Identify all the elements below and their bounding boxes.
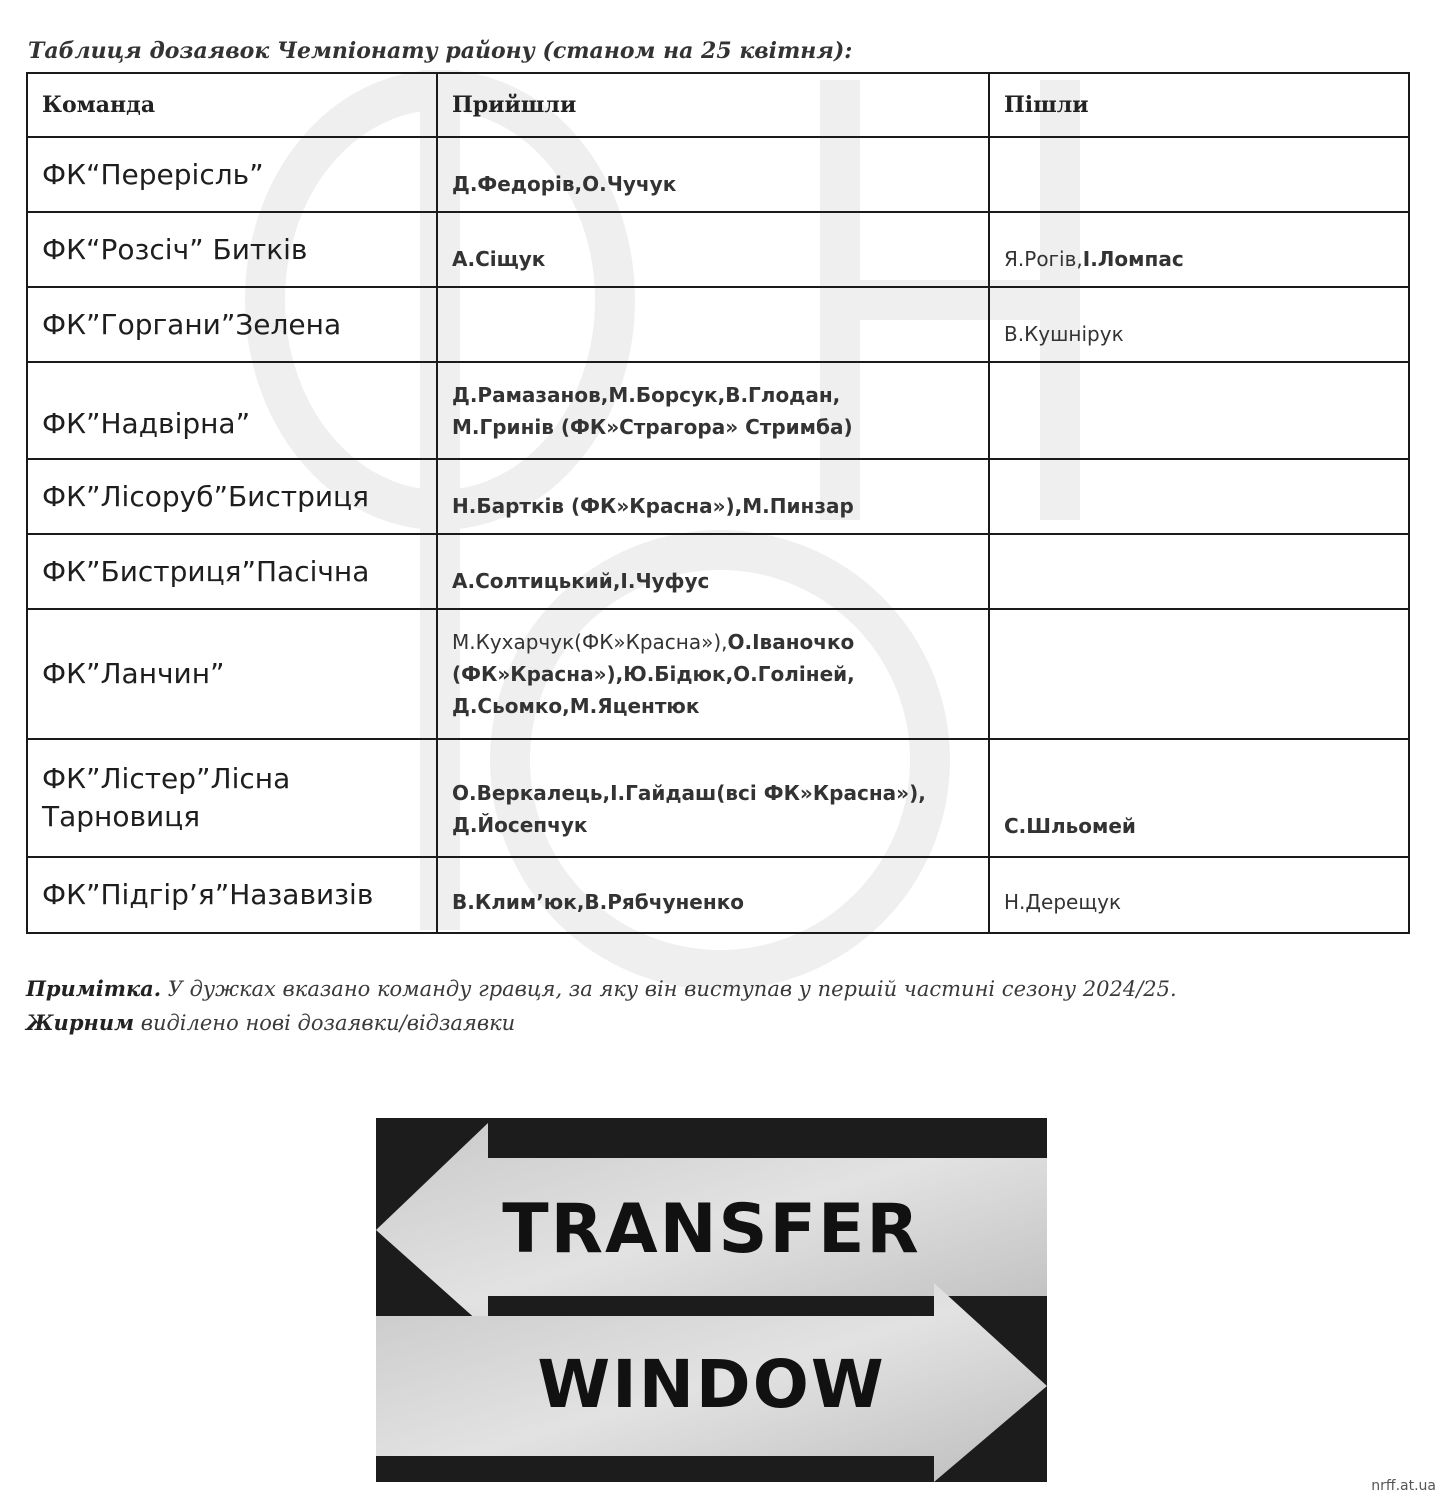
table-row xyxy=(27,857,1409,933)
players-line: О.Веркалець,І.Гайдаш(всі ФК»Красна»), xyxy=(452,781,926,805)
double-arrow-icon xyxy=(376,1118,1047,1482)
table-row xyxy=(27,739,1409,857)
player-name: М.Кухарчук(ФК»Красна»), xyxy=(452,630,728,654)
players-out-cell xyxy=(989,534,1409,609)
players-line: Д.Сьомко,М.Яцентюк xyxy=(452,694,700,718)
footnote-line xyxy=(26,1006,1177,1040)
players-in-cell xyxy=(437,739,989,857)
footnote-text: виділено нові дозаявки/відзаявки xyxy=(134,1011,516,1035)
header-out: Пішли xyxy=(989,73,1409,137)
team-line: ФК”Лістер”Лісна xyxy=(42,762,291,796)
players-line xyxy=(452,626,974,658)
team-cell: ФК”Підгір’я”Назавизів xyxy=(27,857,437,933)
team-cell: ФК”Горгани”Зелена xyxy=(27,287,437,362)
table-row xyxy=(27,534,1409,609)
table-row xyxy=(27,609,1409,739)
player-name-new: І.Ломпас xyxy=(1082,246,1184,271)
team-line: Тарновиця xyxy=(42,800,201,833)
team-cell: ФК”Лісоруб”Бистриця xyxy=(27,459,437,534)
players-out-cell xyxy=(989,857,1409,933)
players-in-cell xyxy=(437,362,989,459)
players-line: Д.Йосепчук xyxy=(452,813,588,837)
players-out-cell xyxy=(989,609,1409,739)
players-line: (ФК»Красна»),Ю.Бідюк,О.Голіней, xyxy=(452,662,855,686)
team-cell: ФК“Розсіч” Битків xyxy=(27,212,437,287)
banner-line-2: WINDOW xyxy=(537,1346,886,1423)
footnote-label: Примітка. xyxy=(26,976,162,1001)
players-in-cell xyxy=(437,609,989,739)
team-cell: ФК”Надвірна” xyxy=(27,362,437,459)
players-line: Д.Рамазанов,М.Борсук,В.Глодан, xyxy=(452,382,841,407)
table-caption: Таблиця дозаявок Чемпіонату району (станом на 25 квітня): xyxy=(28,38,853,64)
players-in-cell: В.Клим’юк,В.Рябчуненко xyxy=(437,857,989,933)
players-in-cell: А.Солтицький,І.Чуфус xyxy=(437,534,989,609)
site-credit: nrff.at.ua xyxy=(1371,1478,1436,1494)
players-out-cell xyxy=(989,459,1409,534)
table-header-row xyxy=(27,73,1409,137)
footnote-line xyxy=(26,972,1177,1006)
table-row xyxy=(27,137,1409,212)
players-out-cell xyxy=(989,362,1409,459)
players-out-cell xyxy=(989,137,1409,212)
header-in: Прийшли xyxy=(437,73,989,137)
footnote-label: Жирним xyxy=(26,1010,135,1035)
transfers-table xyxy=(26,72,1410,934)
footnote-text: У дужках вказано команду гравця, за яку він виступав у першій частині сезону 2024/25. xyxy=(161,977,1177,1001)
players-out-cell xyxy=(989,287,1409,362)
players-in-cell xyxy=(437,287,989,362)
team-cell xyxy=(27,739,437,857)
banner-line-1: TRANSFER xyxy=(502,1190,921,1269)
table-row xyxy=(27,362,1409,459)
player-name: Я.Рогів, xyxy=(1004,246,1083,271)
player-name-new: О.Іваночко xyxy=(727,630,855,654)
team-cell: ФК“Перерісль” xyxy=(27,137,437,212)
players-line: М.Гринів (ФК»Страгора» Стримба) xyxy=(452,414,853,439)
players-out-cell xyxy=(989,212,1409,287)
player-name: Н.Дерещук xyxy=(1004,890,1122,914)
table-row xyxy=(27,459,1409,534)
transfer-window-banner xyxy=(376,1118,1047,1482)
players-in-cell: А.Сіщук xyxy=(437,212,989,287)
team-cell: ФК”Бистриця”Пасічна xyxy=(27,534,437,609)
players-in-cell: Д.Федорів,О.Чучук xyxy=(437,137,989,212)
header-team: Команда xyxy=(27,73,437,137)
player-name: В.Кушнірук xyxy=(1004,321,1124,346)
table-row xyxy=(27,287,1409,362)
players-out-cell: С.Шльомей xyxy=(989,739,1409,857)
players-in-cell: Н.Бартків (ФК»Красна»),М.Пинзар xyxy=(437,459,989,534)
team-cell: ФК”Ланчин” xyxy=(27,609,437,739)
table-row xyxy=(27,212,1409,287)
footnote xyxy=(26,972,1177,1040)
